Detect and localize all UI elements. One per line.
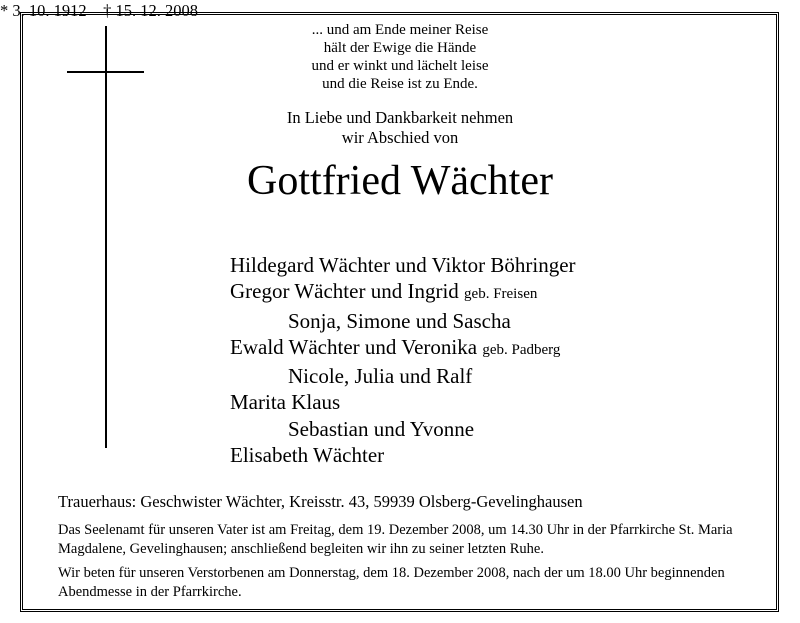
family-line: Marita Klaus [230,390,341,415]
family-line: Hildegard Wächter und Viktor Böhringer [230,253,576,277]
trauerhaus-address: Trauerhaus: Geschwister Wächter, Kreisstr. 43, 59939 Olsberg-Gevelinghausen [58,492,583,511]
family-line: Elisabeth Wächter [230,443,385,468]
prayer-notice: Wir beten für unseren Verstorbenen am Donnerstag, dem 18. Dezember 2008, nach der um 18.00 Uhr beginnenden Abendmesse in der Pfarrkirche. [58,565,725,600]
deceased-name: Gottfried Wächter [247,158,553,204]
family-list [230,252,576,468]
family-line [230,334,576,363]
seelenamt-notice: Das Seelenamt für unseren Vater ist am Freitag, dem 19. Dezember 2008, um 14.30 Uhr in der Pfarrkirche St. Maria Magdalene, Gevelinghausen; anschließend begleiten wir ihn zu seiner letzten Ruhe. [58,522,733,557]
poem-line: und er winkt und lächelt leise [311,58,489,74]
poem [0,21,800,93]
maiden-name-note: geb. Freisen [464,286,538,303]
footer [58,491,738,607]
poem-line: hält der Ewige die Hände [323,40,477,56]
family-line: Sebastian und Yvonne [288,416,475,441]
intro-line: In Liebe und Dankbarkeit nehmen [286,108,514,127]
intro-text [0,108,800,148]
family-line [230,278,576,307]
family-names: Gregor Wächter und Ingrid [230,279,459,304]
family-line: Sonja, Simone und Sascha [288,308,511,333]
birth-date: * 3. 10. 1912 [0,1,87,20]
maiden-name-note: geb. Padberg [482,341,561,358]
family-line: Nicole, Julia und Ralf [288,364,473,389]
poem-line: ... und am Ende meiner Reise [311,22,489,38]
poem-line: und die Reise ist zu Ende. [322,76,478,92]
intro-line: wir Abschied von [341,128,459,147]
family-names: Ewald Wächter und Veronika [230,334,478,359]
death-date: † 15. 12. 2008 [103,1,198,20]
